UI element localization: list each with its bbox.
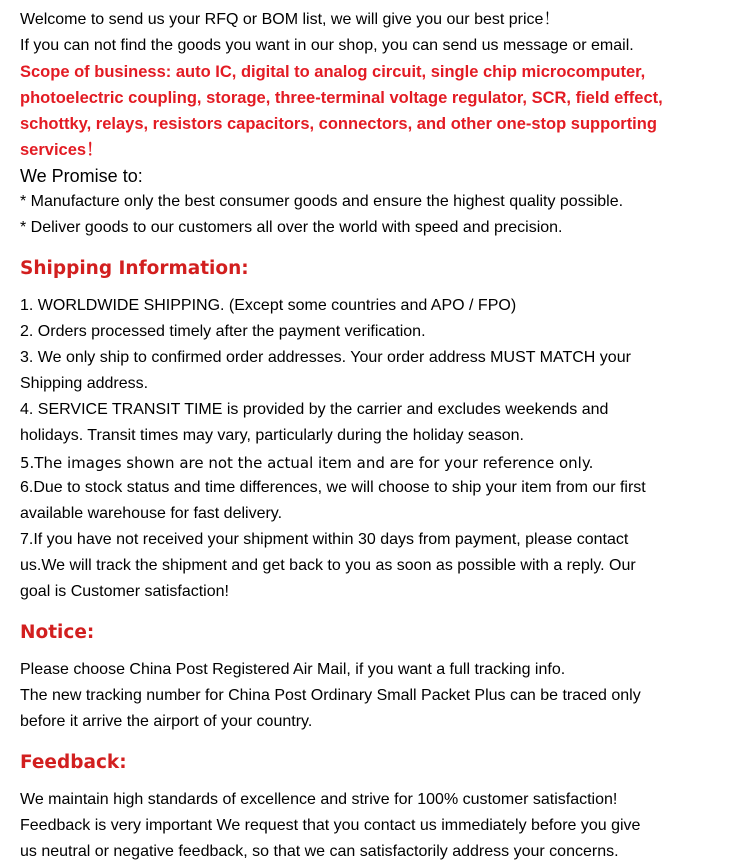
shipping-line-8: 6.Due to stock status and time differences, we will choose to ship your item from our first — [20, 479, 646, 496]
shipping-line-12: goal is Customer satisfaction! — [20, 583, 229, 600]
promise-item-2: * Deliver goods to our customers all over the world with speed and precision. — [20, 219, 563, 236]
feedback-heading: Feedback: — [20, 752, 127, 773]
notice-line-3: before it arrive the airport of your country. — [20, 713, 313, 730]
shipping-line-6: holidays. Transit times may vary, particularly during the holiday season. — [20, 427, 524, 444]
feedback-line-1: We maintain high standards of excellence and strive for 100% customer satisfaction! — [20, 791, 618, 808]
notice-heading: Notice: — [20, 622, 95, 643]
shipping-line-10: 7.If you have not received your shipment within 30 days from payment, please contact — [20, 531, 629, 548]
shipping-line-1: 1. WORLDWIDE SHIPPING. (Except some countries and APO / FPO) — [20, 297, 517, 314]
promise-item-1: * Manufacture only the best consumer goods and ensure the highest quality possible. — [20, 193, 624, 210]
shipping-line-7: 5.The images shown are not the actual item and are for your reference only. — [20, 454, 594, 472]
intro-line-1: Welcome to send us your RFQ or BOM list, we will give you our best price！ — [20, 11, 560, 28]
shipping-line-5: 4. SERVICE TRANSIT TIME is provided by the carrier and excludes weekends and — [20, 401, 609, 418]
shipping-line-3: 3. We only ship to confirmed order addresses. Your order address MUST MATCH your — [20, 349, 631, 366]
scope-line-4: services！ — [20, 141, 103, 159]
notice-line-1: Please choose China Post Registered Air Mail, if you want a full tracking info. — [20, 661, 566, 678]
shipping-heading: Shipping Information: — [20, 258, 249, 279]
shipping-line-11: us.We will track the shipment and get back to you as soon as possible with a reply. Our — [20, 557, 636, 574]
shipping-line-4: Shipping address. — [20, 375, 149, 392]
promise-title: We Promise to: — [20, 166, 143, 186]
shipping-line-2: 2. Orders processed timely after the payment verification. — [20, 323, 426, 340]
feedback-line-2: Feedback is very important We request that you contact us immediately before you give — [20, 817, 641, 834]
scope-line-3: schottky, relays, resistors capacitors, connectors, and other one-stop supporting — [20, 115, 657, 133]
notice-line-2: The new tracking number for China Post Ordinary Small Packet Plus can be traced only — [20, 687, 641, 704]
intro-line-2: If you can not find the goods you want in our shop, you can send us message or email. — [20, 37, 634, 54]
scope-line-1: Scope of business: auto IC, digital to analog circuit, single chip microcomputer, — [20, 63, 646, 81]
scope-line-2: photoelectric coupling, storage, three-terminal voltage regulator, SCR, field effect, — [20, 89, 663, 107]
shipping-line-9: available warehouse for fast delivery. — [20, 505, 283, 522]
feedback-line-3: us neutral or negative feedback, so that we can satisfactorily address your concerns. — [20, 843, 619, 860]
